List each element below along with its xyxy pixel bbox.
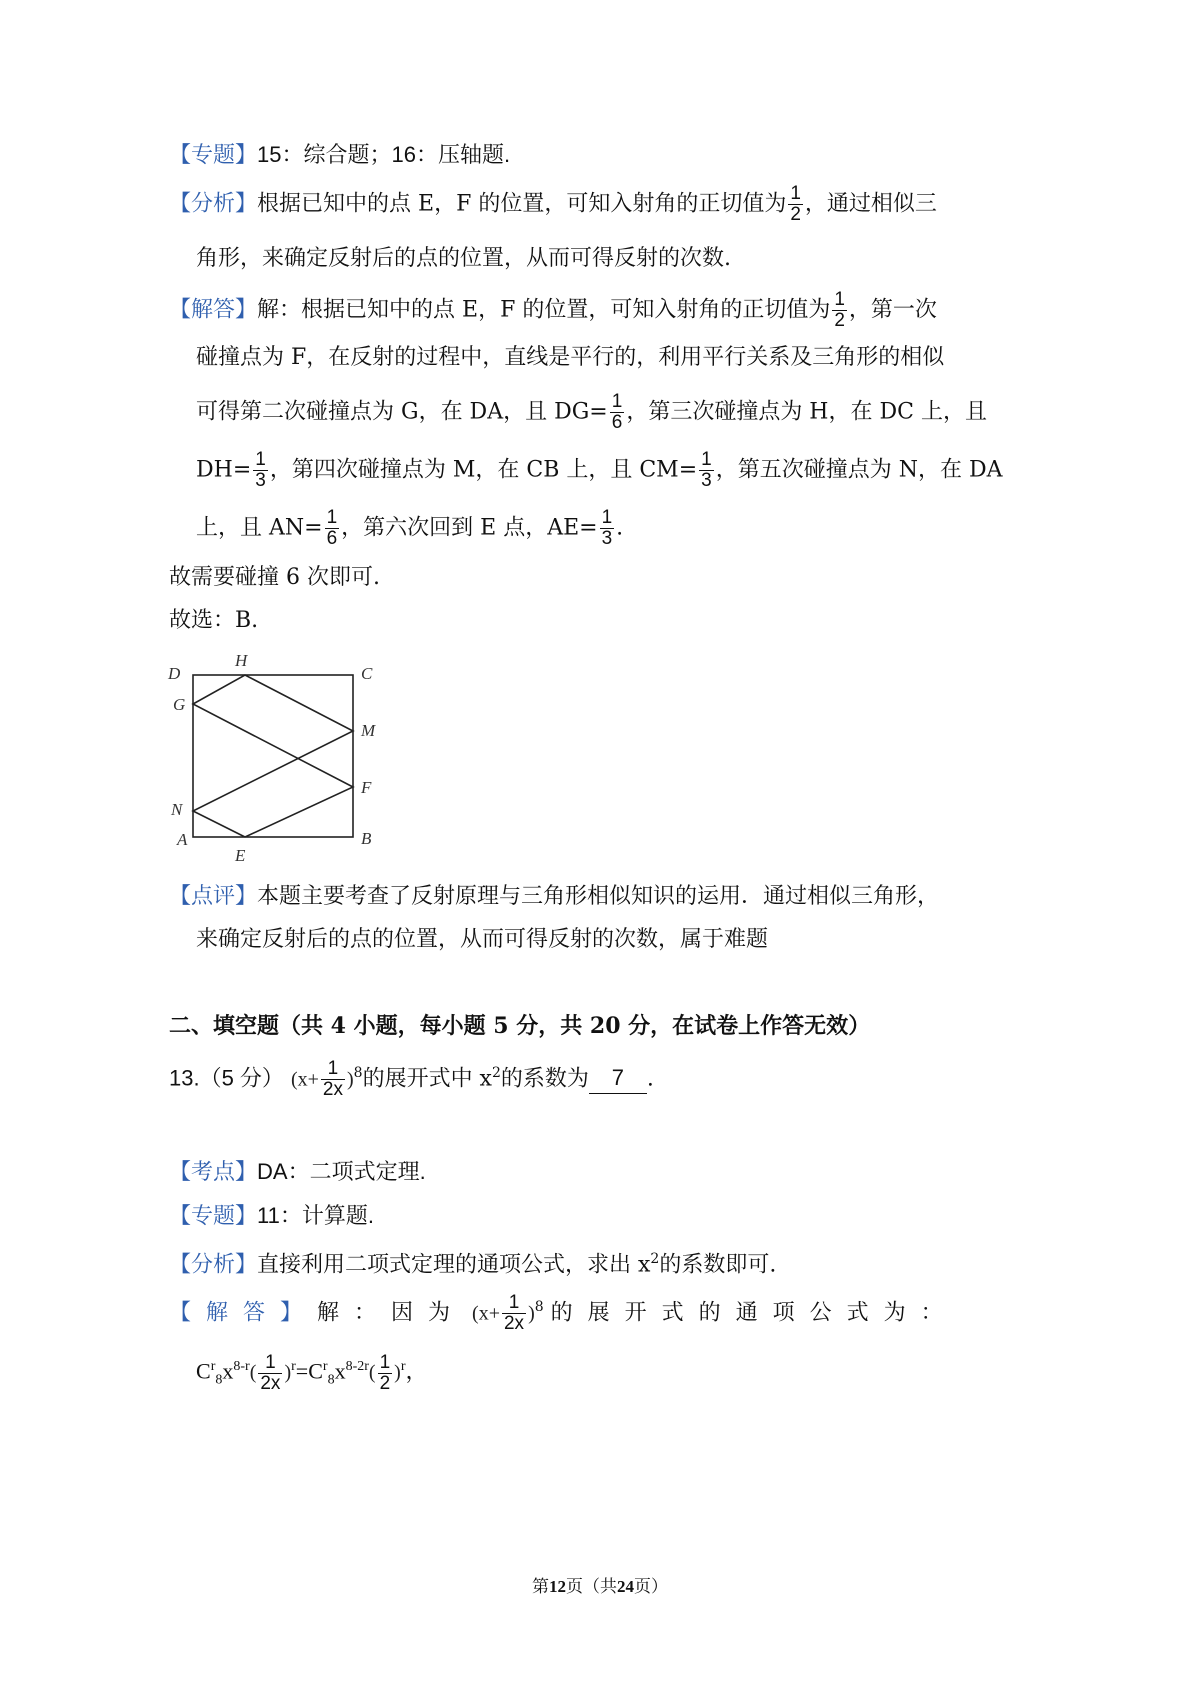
page-number: 12 (549, 1577, 566, 1596)
topic-tag: 【专题】 (169, 1204, 258, 1229)
fraction: $\frac{1}{3}$ (701, 449, 712, 491)
fraction: $\frac{1}{2x}$ (503, 1291, 525, 1334)
analysis-text-b: ，通过相似三 (804, 191, 937, 217)
topic-line-2: 【专题】11：计算题. (169, 1203, 374, 1229)
fraction: $\frac{1}{3}$ (601, 507, 613, 549)
answer-line-2: 碰撞点为 F，在反射的过程中，直线是平行的，利用平行关系及三角形的相似 (196, 345, 945, 370)
answer2-formula: $C^r_8x^{8-r}$( $\frac{1}{2x}$ )$^r=C^r_8x^{8-2r}$( $\frac{1}{2}$ )$^r$， (196, 1351, 428, 1394)
fraction: $\frac{1}{2x}$ (260, 1351, 281, 1394)
comment-line-1: 【点评】本题主要考查了反射原理与三角形相似知识的运用．通过相似三角形， (169, 884, 940, 909)
topic-line-1 (169, 140, 510, 171)
page-total: 24 (617, 1577, 634, 1596)
answer-choice: 故选：B. (169, 608, 259, 633)
answer-tag: 【解答】 (169, 1300, 318, 1326)
question-number: 13.（5 分） (169, 1065, 284, 1091)
fraction: $\frac{1}{6}$ (326, 507, 338, 549)
section-heading: 二、填空题（共 4 小题，每小题 5 分，共 20 分，在试卷上作答无效） (169, 1013, 871, 1039)
answer-blank: 7 (589, 1063, 647, 1094)
square (193, 675, 353, 837)
kaodian-tag: 【考点】 (169, 1160, 258, 1185)
answer-line-4: DH= $\frac{1}{3}$ ，第四次碰撞点为 M，在 CB 上，且 CM= $\frac{1}{3}$ ，第五次碰撞点为 N，在 DA (196, 449, 1003, 491)
analysis-tag: 【分析】 (169, 1252, 258, 1278)
answer-conclusion: 故需要碰撞 6 次即可. (169, 565, 380, 590)
analysis-text-a: 根据已知中的点 E，F 的位置，可知入射角的正切值为 (257, 191, 787, 217)
label-M: M (361, 721, 376, 740)
label-E: E (235, 846, 246, 865)
topic-text: 15：综合题；16：压轴题. (257, 142, 511, 167)
label-F: F (361, 778, 372, 797)
kaodian-line: 【考点】DA：二项式定理. (169, 1159, 426, 1185)
analysis-tag: 【分析】 (169, 191, 258, 217)
fraction: $\frac{1}{2}$ (834, 289, 845, 331)
label-N: N (171, 800, 183, 819)
analysis-line-2: 角形，来确定反射后的点的位置，从而可得反射的次数. (196, 246, 731, 271)
answer-line-3: 可得第二次碰撞点为 G，在 DA，且 DG= $\frac{1}{6}$ ，第三次碰撞点为 H，在 DC 上，且 (196, 391, 987, 433)
topic-tag: 【专题】 (169, 143, 258, 168)
page-footer: 第12页（共24页） (532, 1577, 668, 1597)
comment-tag: 【点评】 (169, 884, 258, 909)
fraction: $\frac{1}{2}$ (790, 183, 801, 225)
analysis-line-3: 【分析】直接利用二项式定理的通项公式，求出 $x^2$的系数即可. (169, 1251, 777, 1278)
reflection-diagram (165, 648, 425, 868)
reflection-path (193, 675, 353, 837)
question-13: 13.（5 分） (x+ $\frac{1}{2x}$ )$^8$的展开式中 $x^2$的系数为 7 . (169, 1057, 654, 1100)
answer-line-5: 上，且 AN= $\frac{1}{6}$ ，第六次回到 E 点，AE= $\frac{1}{3}$ . (196, 507, 624, 549)
fraction: $\frac{1}{2}$ (379, 1351, 391, 1394)
fraction: $\frac{1}{3}$ (255, 449, 266, 491)
fraction: $\frac{1}{2x}$ (322, 1057, 343, 1100)
comment-line-2: 来确定反射后的点的位置，从而可得反射的次数，属于难题 (196, 927, 769, 952)
answer2-line-1: 【解答】解：因为 (x+ $\frac{1}{2x}$ )$^8$ 的展开式的通项公式为： (169, 1291, 958, 1334)
analysis-line-1 (169, 184, 937, 225)
label-C: C (361, 664, 373, 683)
label-H: H (235, 651, 248, 670)
fraction: $\frac{1}{6}$ (611, 391, 623, 433)
label-G: G (173, 695, 186, 714)
answer-line-1: 【解答】解：根据已知中的点 E，F 的位置，可知入射角的正切值为 $\frac{1}{2}$ ，第一次 (169, 289, 937, 331)
answer-tag: 【解答】 (169, 297, 258, 323)
label-A: A (177, 830, 188, 849)
label-D: D (168, 664, 181, 683)
label-B: B (361, 829, 372, 848)
